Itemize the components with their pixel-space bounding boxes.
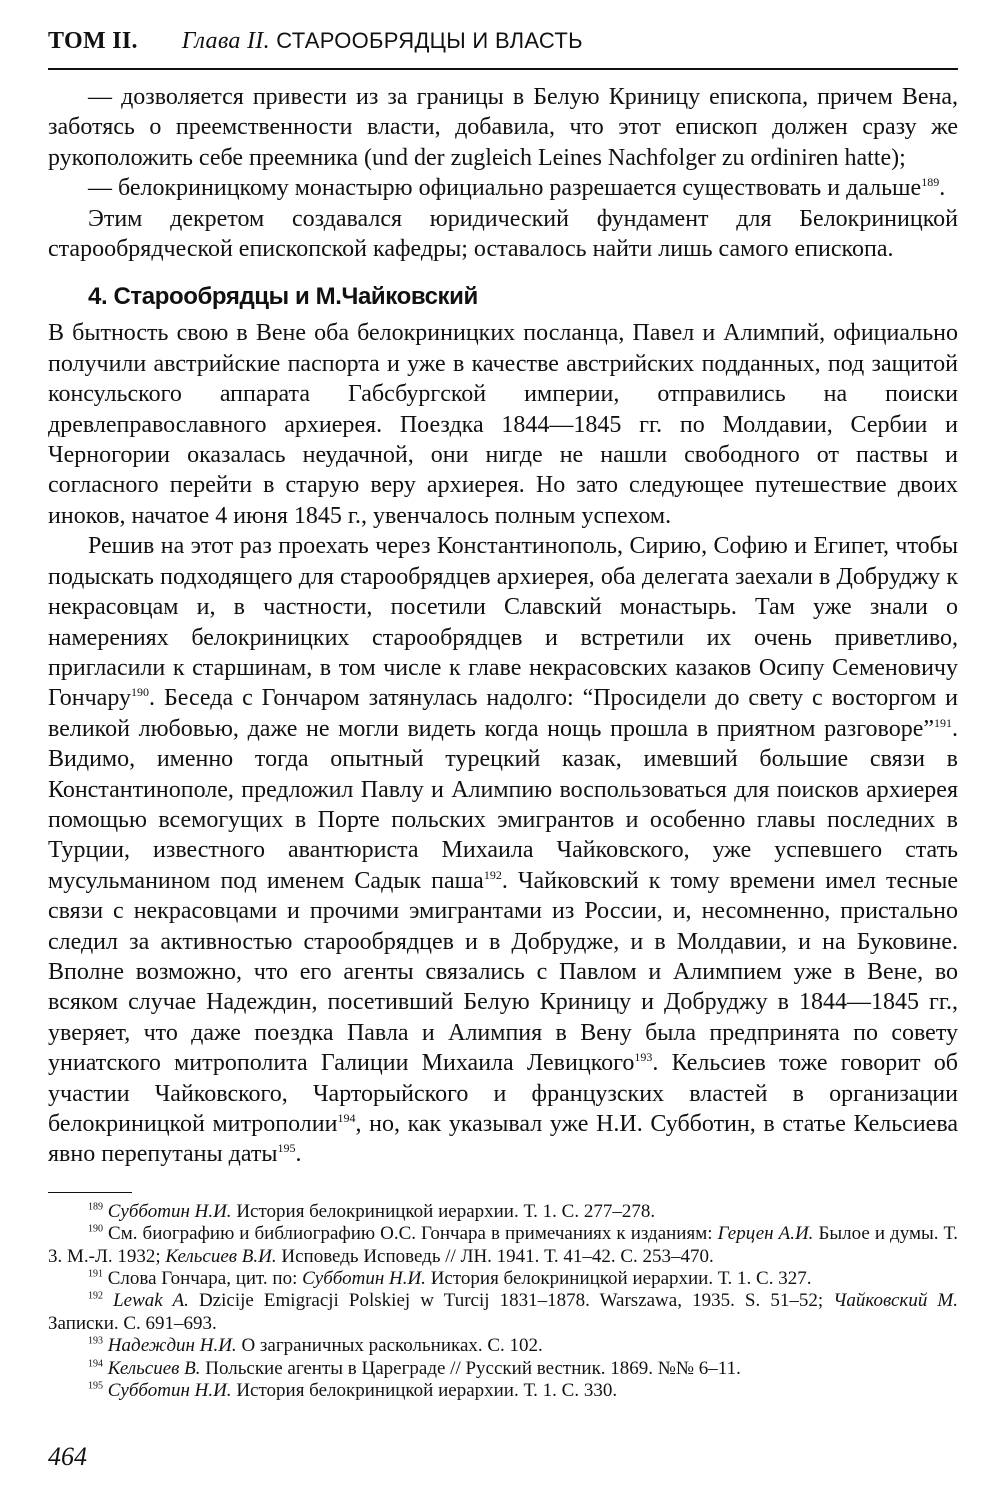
footnote-text: История белокриницкой иерархии. Т. 1. С. 277–278. (231, 1200, 656, 1222)
footnote-divider (48, 1192, 132, 1193)
footnote-author: Субботин Н.И. (107, 1380, 232, 1402)
footnote-number: 193 (88, 1335, 103, 1347)
paragraph (48, 531, 958, 1170)
footnote (48, 1223, 958, 1268)
section-heading: 4. Старообрядцы и М.Чайковский (88, 283, 478, 311)
footnote-author: Чайковский М. (833, 1290, 959, 1312)
footnote-number: 191 (88, 1268, 103, 1280)
footnote-author: Надеждин Н.И. (107, 1335, 237, 1357)
book-page (48, 28, 958, 1488)
footnote-author: Кельсиев В.И. (165, 1245, 277, 1267)
footnote-text: Записки. С. 691–693. (48, 1312, 217, 1334)
paragraph-text: . Кельсиев тоже говорит об участии Чайковского, Чарторыйского и французских властей в организации белокриницкой митрополии (48, 1050, 958, 1137)
footnote-number: 189 (88, 1201, 103, 1213)
footnote-number: 194 (88, 1358, 103, 1370)
paragraph-text: , но, как указывал уже Н.И. Субботин, в статье Кельсиева явно перепутаны даты (48, 1111, 958, 1168)
paragraph-text: . Чайковский к тому времени имел тесные связи с некрасовцами и прочими эмигрантами из России, и, несомненно, пристально следил за активностью старообрядцев и в Добрудже, и в Молдавии, и на Буковине. Вполне возможно, что его агенты связались с Павлом и Алимпием уже в Вене, во всяком случае Надеждин, посетивший Белую Криницу и Добруджу в 1844—1845 гг., уверяет, что даже поездка Павла и Алимпия в Вену была предпринята по совету униатского митрополита Галиции Михаила Левицкого (48, 867, 958, 1077)
footnote-text: Былое и думы. Т. 3. М.-Л. 1932; (48, 1223, 958, 1267)
footnotes (48, 1201, 958, 1403)
footnote-author: Субботин Н.И. (302, 1268, 426, 1290)
paragraph: Этим декретом создавался юридический фундамент для Белокриницкой старообрядческой епископской кафедры; оставалось найти лишь самого епископа. (48, 205, 958, 263)
footnote-number: 192 (88, 1291, 103, 1303)
volume-label: ТОМ II. (48, 28, 138, 54)
footnote-author: Lewak A. (113, 1290, 189, 1312)
running-header (48, 28, 958, 70)
paragraph-text: — белокриницкому монастырю официально разрешается существовать и дальше (88, 175, 922, 202)
footnote-ref[interactable]: 191 (934, 715, 952, 730)
footnote-text: О заграничных раскольниках. С. 102. (236, 1335, 543, 1357)
footnote-author: Субботин Н.И. (107, 1200, 232, 1222)
footnote (48, 1290, 958, 1335)
footnote-text: История белокриницкой иерархии. Т. 1. С. 330. (231, 1380, 618, 1402)
paragraph: — дозволяется привести из за границы в Белую Криницу епископа, причем Вена, заботясь о преемственности власти, добавила, что этот епископ должен сразу же рукоположить себе преемника (und der zugleich Leines Nachfolger zu ordiniren hatte); (48, 84, 958, 171)
footnote-ref[interactable]: 192 (483, 867, 502, 882)
footnote (48, 1358, 958, 1380)
footnote (48, 1268, 958, 1290)
paragraph: В бытность свою в Вене оба белокриницких посланца, Павел и Алимпий, официально получили австрийские паспорта и уже в качестве австрийских подданных, под защитой консульского аппарата Габсбургской империи, отправились на поиски древлеправославного архиерея. Поездка 1844—1845 гг. по Молдавии, Сербии и Черногории оказалась неудачной, они нигде не нашли свободного от паствы и согласного перейти в старую веру архиерея. Но зато следующее путешествие двоих иноков, начатое 4 июня 1845 г., увенчалось полным успехом. (48, 320, 958, 529)
chapter-title (182, 28, 583, 55)
footnote-text: История белокриницкой иерархии. Т. 1. С. 327. (425, 1268, 812, 1290)
footnote-ref[interactable]: 195 (277, 1141, 296, 1156)
footnote-author: Кельсиев В. (107, 1357, 201, 1379)
footnote-author: Герцен А.И. (717, 1223, 814, 1245)
main-text (48, 82, 958, 1170)
paragraph-text: . (295, 1141, 302, 1168)
footnote-text: Исповедь Исповедь // ЛН. 1941. Т. 41–42. С. 253–470. (276, 1245, 714, 1267)
paragraph-text: . Беседа с Гончаром затянулась надолго: “Просидели до свету с восторгом и великой любовью, даже не могли видеть когда нощь прошла в приятном разговоре” (48, 685, 958, 742)
footnote-ref[interactable]: 194 (337, 1111, 356, 1125)
footnote-text: См. биографию и библиографию О.С. Гончара в примечаниях к изданиям: (103, 1223, 718, 1245)
footnote-text: Слова Гончара, цит. по: (103, 1268, 303, 1290)
footnote-ref[interactable]: 189 (921, 175, 940, 190)
chapter-name: СТАРООБРЯДЦЫ И ВЛАСТЬ (276, 28, 583, 53)
chapter-number: Глава II. (181, 28, 270, 54)
footnote-ref[interactable]: 190 (131, 685, 150, 700)
paragraph-text: . (939, 175, 946, 202)
paragraph-text: . Видимо, именно тогда опытный турецкий казак, имевший большие связи в Константинополе, предложил Павлу и Алимпию воспользоваться для поисков архиерея помощью всемогущих в Порте польских эмигрантов и особенно главы последних в Турции, известного авантюриста Михаила Чайковского, уже успевшего стать мусульманином под именем Садык паша (48, 715, 958, 894)
page-number: 464 (48, 1442, 87, 1471)
footnote (48, 1335, 958, 1357)
footnote-text: Польские агенты в Цареграде // Русский вестник. 1869. №№ 6–11. (200, 1357, 741, 1379)
footnote-ref[interactable]: 193 (634, 1050, 653, 1065)
paragraph-text: Решив на этот раз проехать через Константинополь, Сирию, Софию и Египет, чтобы подыскать подходящего для старообрядцев архиерея, оба делегата заехали в Добруджу к некрасовцам и, в частности, посетили Славский монастырь. Там уже знали о намерениях белокриницких старообрядцев и встретили их очень приветливо, пригласили к старшинам, в том числе к главе некрасовских казаков Осипу Семеновичу Гончару (48, 533, 958, 712)
footnote-text: Dzicije Emigracji Polskiej w Turcij 1831–1878. Warszawa, 1935. S. 51–52; (188, 1290, 834, 1312)
paragraph (48, 173, 958, 203)
footnote (48, 1380, 958, 1402)
footnote-number: 190 (88, 1223, 103, 1235)
footnote-number: 195 (88, 1380, 103, 1392)
footnote (48, 1201, 958, 1223)
